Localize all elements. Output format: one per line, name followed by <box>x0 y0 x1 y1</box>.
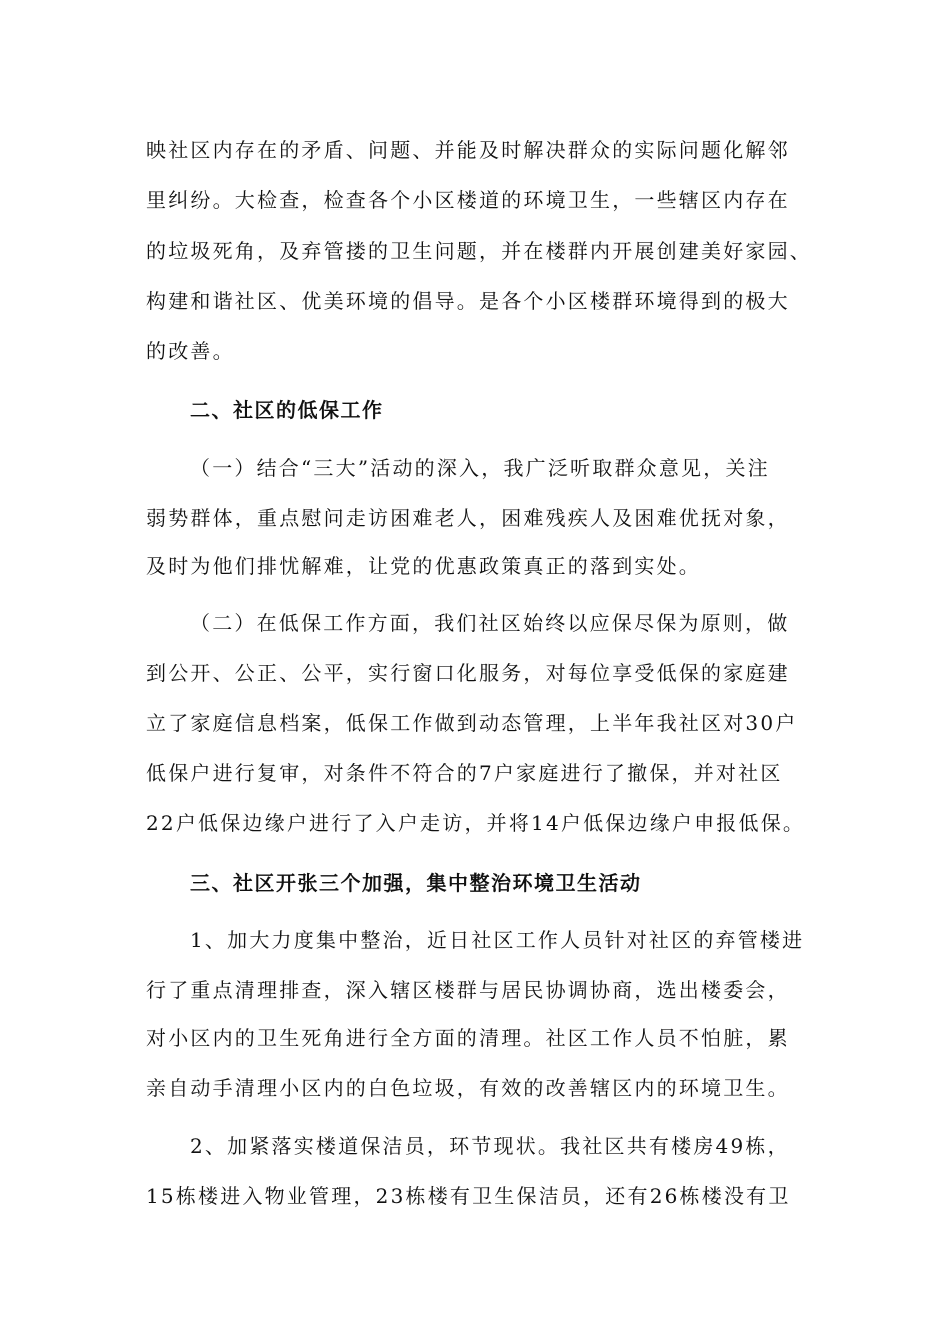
text-line: 1、加大力度集中整治，近日社区工作人员针对社区的弃管楼进 <box>190 928 805 952</box>
text-line: 构建和谐社区、优美环境的倡导。是各个小区楼群环境得到的极大 <box>146 289 790 313</box>
text-line: 里纠纷。大检查，检查各个小区楼道的环境卫生，一些辖区内存在 <box>146 188 790 212</box>
text-line: 映社区内存在的矛盾、问题、并能及时解决群众的实际问题化解邻 <box>146 138 790 162</box>
text-line: 行了重点清理排查，深入辖区楼群与居民协调协商，选出楼委会， <box>146 978 790 1002</box>
text-line: 2、加紧落实楼道保洁员，环节现状。我社区共有楼房49栋， <box>190 1134 790 1158</box>
text-line: 弱势群体，重点慰问走访困难老人，困难残疾人及困难优抚对象， <box>146 506 790 530</box>
section-heading: 三、社区开张三个加强，集中整治环境卫生活动 <box>190 871 642 895</box>
text-line: 的改善。 <box>146 339 235 363</box>
section-heading: 二、社区的低保工作 <box>190 398 384 422</box>
text-line: 到公开、公正、公平，实行窗口化服务，对每位享受低保的家庭建 <box>146 661 790 685</box>
text-line: （一）结合“三大”活动的深入，我广泛听取群众意见，关注 <box>190 456 770 480</box>
text-line: （二）在低保工作方面，我们社区始终以应保尽保为原则，做 <box>190 611 790 635</box>
text-line: 立了家庭信息档案，低保工作做到动态管理，上半年我社区对30户 <box>146 711 798 735</box>
text-line: 亲自动手清理小区内的白色垃圾，有效的改善辖区内的环境卫生。 <box>146 1076 790 1100</box>
text-line: 及时为他们排忧解难，让党的优惠政策真正的落到实处。 <box>146 554 701 578</box>
text-line: 低保户进行复审，对条件不符合的7户家庭进行了撤保，并对社区 <box>146 761 783 785</box>
text-line: 的垃圾死角，及弃管搂的卫生问题，并在楼群内开展创建美好家园、 <box>146 239 812 263</box>
text-line: 22户低保边缘户进行了入户走访，并将14户低保边缘户申报低保。 <box>146 811 806 835</box>
text-line: 对小区内的卫生死角进行全方面的清理。社区工作人员不怕脏，累 <box>146 1026 790 1050</box>
text-line: 15栋楼进入物业管理，23栋楼有卫生保洁员，还有26栋楼没有卫 <box>146 1184 791 1208</box>
